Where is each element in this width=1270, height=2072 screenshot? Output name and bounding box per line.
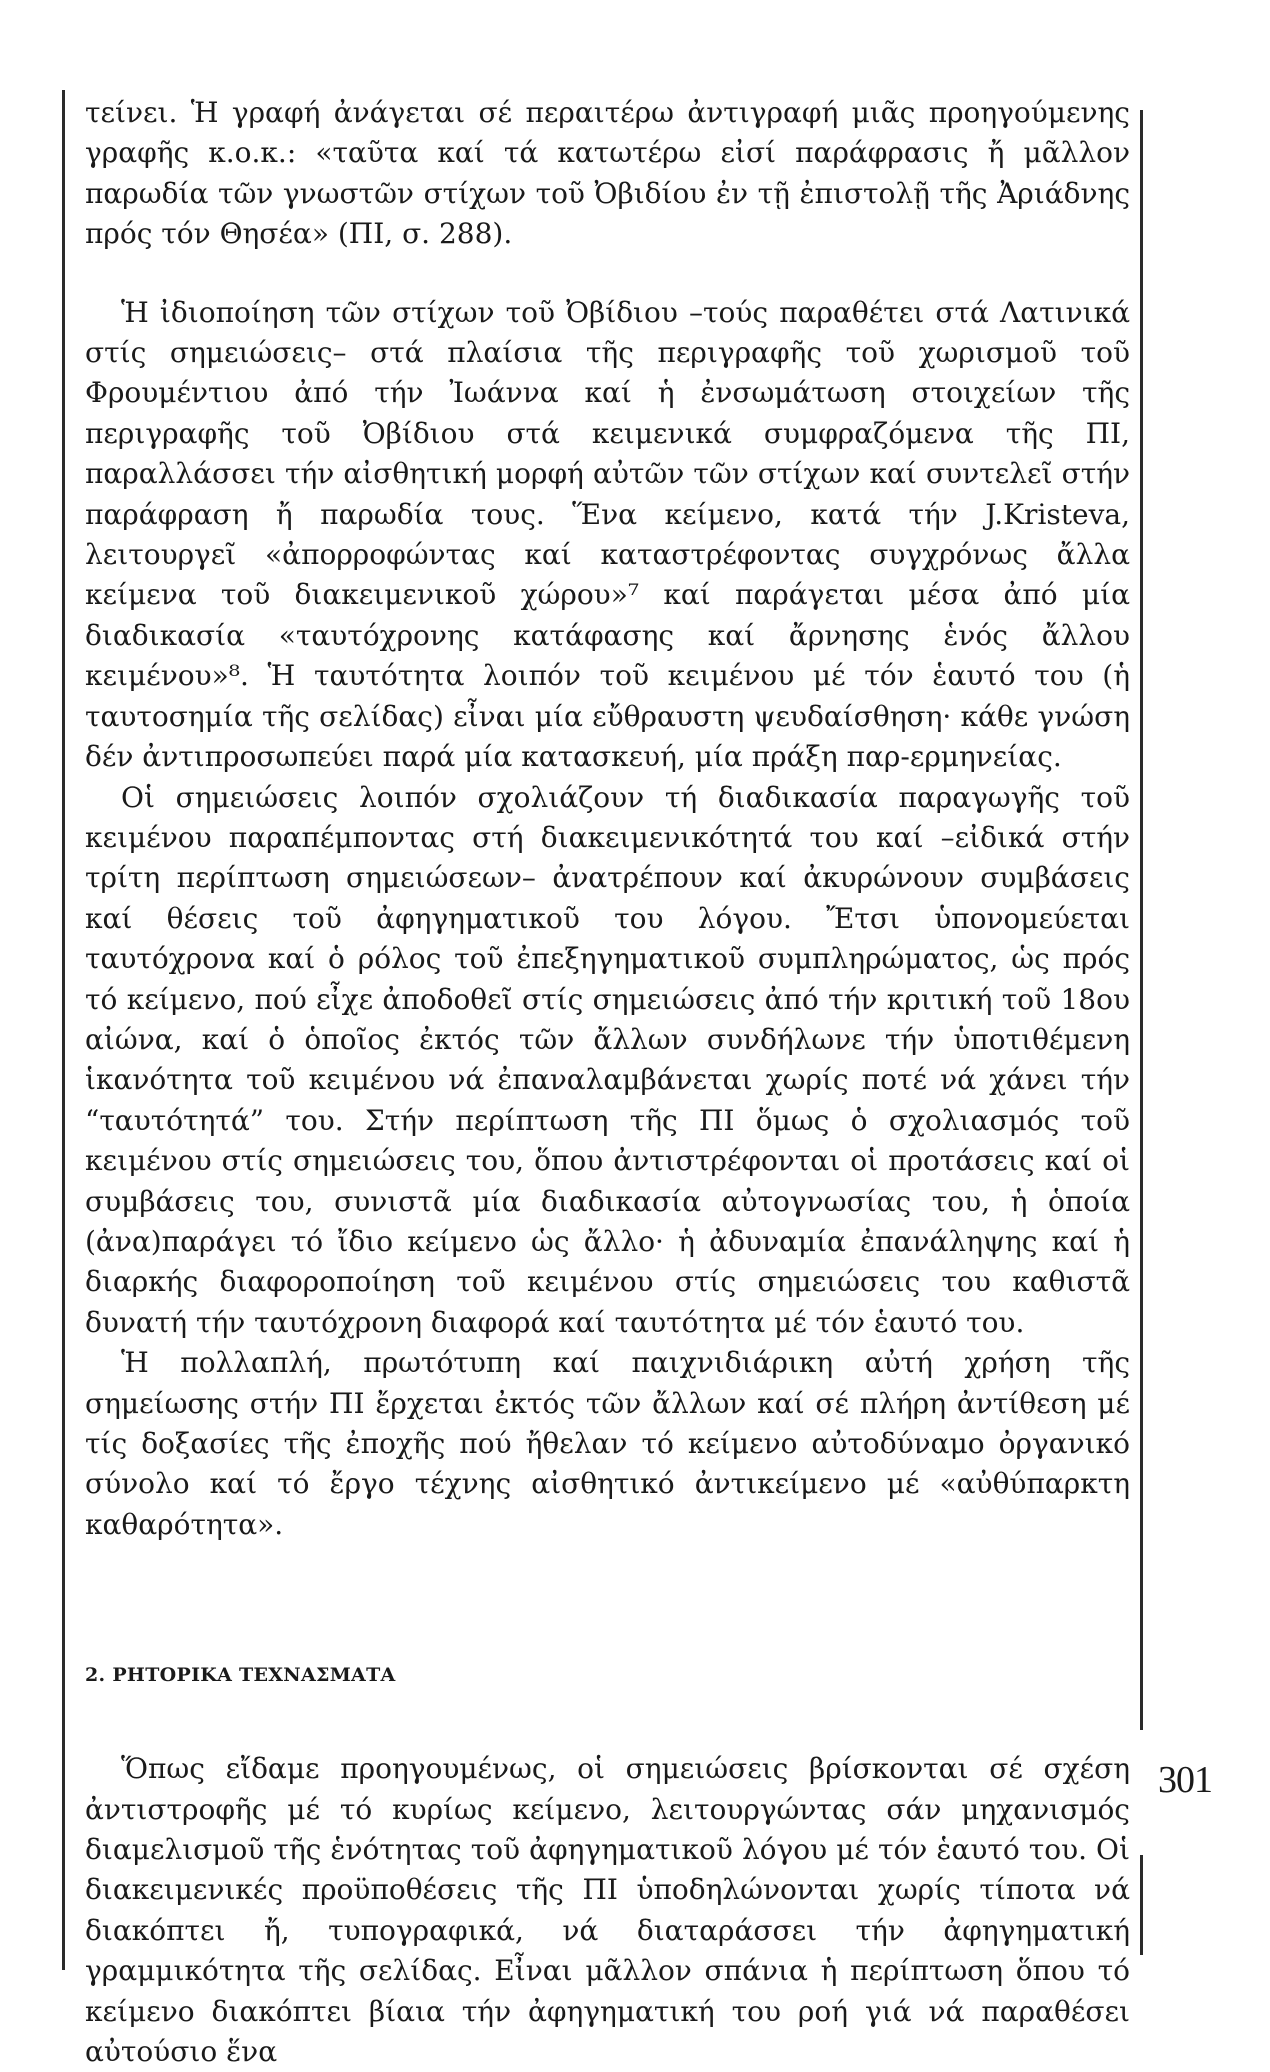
- page-number: 301: [1158, 1759, 1212, 1801]
- right-margin-rule-upper: [1140, 110, 1143, 1730]
- paragraph-ovid-appropriation: Ἡ ἰδιοποίηση τῶν στίχων τοῦ Ὀβίδιου –τούς παραθέτει στά Λατινικά στίς σημειώσεις– στά πλαίσια τῆς περιγραφῆς τοῦ χωρισμοῦ τοῦ Φρουμέντιου ἀπό τήν Ἰωάννα καί ἡ ἐνσωμάτωση στοιχείων τῆς περιγραφῆς τοῦ Ὀβίδιου στά κειμενικά συμφραζόμενα τῆς ΠΙ, παραλλάσσει τήν αἰσθητική μορφή αὐτῶν τῶν στίχων καί συντελεῖ στήν παράφραση ἤ παρωδία τους. Ἕνα κείμενο, κατά τήν J.Kristeva, λειτουργεῖ «ἀπορροφώντας καί καταστρέφοντας συγχρόνως ἄλλα κείμενα τοῦ διακειμενικοῦ χώρου»⁷ καί παράγεται μέσα ἀπό μία διαδικασία «ταυτόχρονης κατάφασης καί ἄρνησης ἑνός ἄλλου κειμένου»⁸. Ἡ ταυτότητα λοιπόν τοῦ κειμένου μέ τόν ἑαυτό του (ἡ ταυτοσημία τῆς σελίδας) εἶναι μία εὔθραυστη ψευδαίσθηση· κάθε γνώση δέν ἀντιπροσωπεύει παρά μία κατασκευή, μία πράξη παρ-ερμηνείας.: [85, 295, 1130, 774]
- main-text-column: [85, 93, 1130, 2072]
- section-heading: 2. ΡΗΤΟΡΙΚΑ ΤΕΧΝΑΣΜΑΤΑ: [85, 1664, 396, 1687]
- paragraph-notes-commentary: Οἱ σημειώσεις λοιπόν σχολιάζουν τή διαδικασία παραγωγῆς τοῦ κειμένου παραπέμποντας στή διακειμενικότητά του καί –εἰδικά στήν τρίτη περίπτωση σημειώσεων– ἀνατρέπουν καί ἀκυρώνουν συμβάσεις καί θέσεις τοῦ ἀφηγηματικοῦ του λόγου. Ἔτσι ὑπονομεύεται ταυτόχρονα καί ὁ ρόλος τοῦ ἐπεξηγηματικοῦ συμπληρώματος, ὡς πρός τό κείμενο, πού εἶχε ἀποδοθεῖ στίς σημειώσεις ἀπό τήν κριτική τοῦ 18ου αἰώνα, καί ὁ ὁποῖος ἐκτός τῶν ἄλλων συνδήλωνε τήν ὑποτιθέμενη ἱκανότητα τοῦ κειμένου νά ἐπαναλαμβάνεται χωρίς ποτέ νά χάνει τήν “ταυτότητά” του. Στήν περίπτωση τῆς ΠΙ ὅμως ὁ σχολιασμός τοῦ κειμένου στίς σημειώσεις του, ὅπου ἀντιστρέφονται οἱ προτάσεις καί οἱ συμβάσεις του, συνιστᾶ μία διαδικασία αὐτογνωσίας του, ἡ ὁποία (ἀνα)παράγει τό ἴδιο κείμενο ὡς ἄλλο· ἡ ἀδυναμία ἐπανάληψης καί ἡ διαρκής διαφοροποίηση τοῦ κειμένου στίς σημειώσεις του καθιστᾶ δυνατή τήν ταυτόχρονη διαφορά καί ταυτότητα μέ τόν ἑαυτό του.: [85, 780, 1130, 1339]
- left-margin-rule: [62, 90, 65, 1970]
- paragraph-playful-use: Ἡ πολλαπλή, πρωτότυπη καί παιχνιδιάρικη αὐτή χρήση τῆς σημείωσης στήν ΠΙ ἔρχεται ἐκτός τῶν ἄλλων καί σέ πλήρη ἀντίθεση μέ τίς δοξασίες τῆς ἐποχῆς πού ἤθελαν τό κείμενο αὐτοδύναμο ὀργανικό σύνολο καί τό ἔργο τέχνης αἰσθητικό ἀντικείμενο μέ «αὐθύπαρκτη καθαρότητα».: [85, 1346, 1130, 1541]
- right-margin-rule-lower: [1140, 1855, 1143, 1955]
- paragraph-continuation: τείνει. Ἡ γραφή ἀνάγεται σέ περαιτέρω ἀντιγραφή μιᾶς προηγούμενης γραφῆς κ.ο.κ.: «ταῦτα καί τά κατωτέρω εἰσί παράφρασις ἤ μᾶλλον παρωδία τῶν γνωστῶν στίχων τοῦ Ὀβιδίου ἐν τῇ ἐπιστολῇ τῆς Ἀριάδνης πρός τόν Θησέα» (ΠΙ, σ. 288).: [85, 96, 1130, 251]
- paragraph-section-opening: Ὅπως εἴδαμε προηγουμένως, οἱ σημειώσεις βρίσκονται σέ σχέση ἀντιστροφῆς μέ τό κυρίως κείμενο, λειτουργώντας σάν μηχανισμός διαμελισμοῦ τῆς ἑνότητας τοῦ ἀφηγηματικοῦ λόγου μέ τόν ἑαυτό του. Οἱ διακειμενικές προϋποθέσεις τῆς ΠΙ ὑποδηλώνονται χωρίς τίποτα νά διακόπτει ἤ, τυπογραφικά, νά διαταράσσει τήν ἀφηγηματική γραμμικότητα τῆς σελίδας. Εἶναι μᾶλλον σπάνια ἡ περίπτωση ὅπου τό κείμενο διακόπτει βίαια τήν ἀφηγηματική του ροή γιά νά παραθέσει αὐτούσιο ἕνα: [85, 1752, 1130, 2069]
